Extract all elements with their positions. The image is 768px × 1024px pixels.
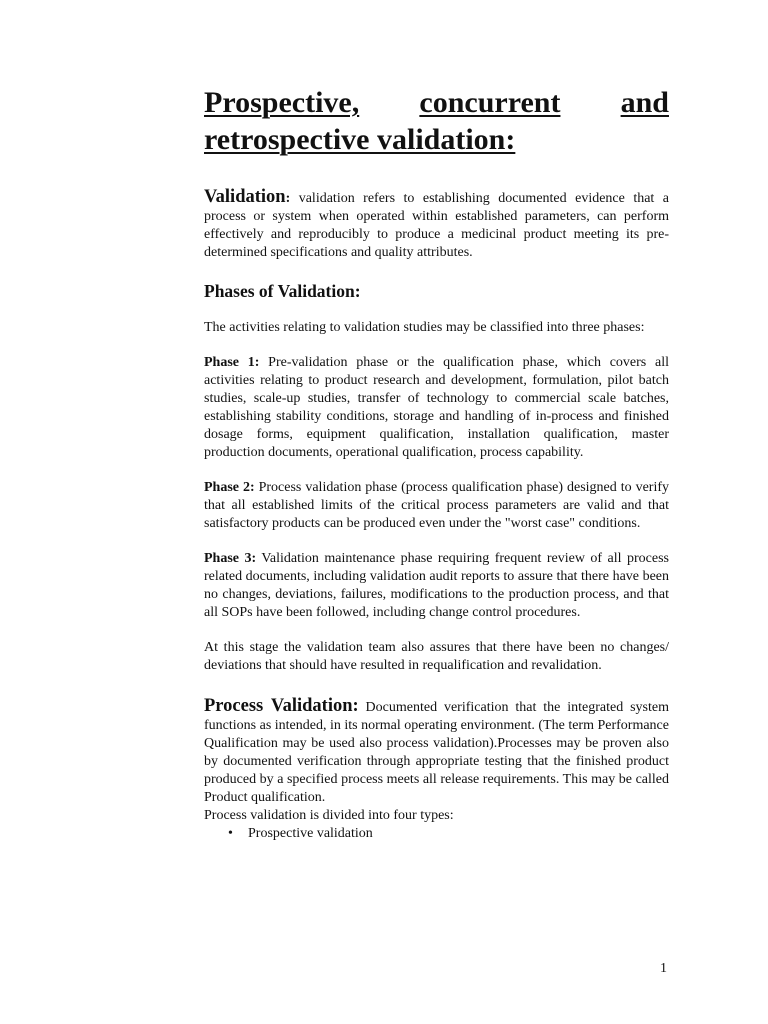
validation-definition: [204, 188, 669, 262]
phase-1-text: Pre-validation phase or the qualification phase, which covers all activities relating to product research and development, formulation, pilot batch studies, scale-up studies, transfer of technology to commercial scale batches, establishing stability conditions, storage and handling of in-process and finished dosage forms, equipment qualification, installation qualification, master production documents, operational qualification, process capability.: [204, 355, 669, 460]
phases-closing: At this stage the validation team also assures that there have been no changes/ deviations that should have resulted in requalification and revalidation.: [204, 640, 669, 673]
phase-3-paragraph: [204, 550, 669, 622]
page-title: [204, 84, 669, 158]
validation-colon: :: [285, 191, 299, 206]
process-types-intro: Process validation is divided into four types:: [204, 808, 454, 823]
validation-lead: Validation: [204, 187, 286, 207]
process-types-list: [204, 825, 669, 843]
process-validation-paragraph: [204, 697, 669, 807]
process-validation-lead: Process Validation:: [204, 696, 359, 716]
phase-2-paragraph: [204, 479, 669, 533]
phase-1-label: Phase 1:: [204, 355, 260, 370]
title-line-2: retrospective validation:: [204, 123, 516, 156]
page-number: 1: [660, 961, 667, 976]
title-word: concurrent: [419, 86, 561, 119]
title-line-1: [204, 84, 669, 121]
phases-heading: Phases of Validation:: [204, 281, 361, 301]
phase-3-label: Phase 3:: [204, 551, 257, 566]
list-item-text: Prospective validation: [248, 826, 373, 841]
phase-1-paragraph: [204, 354, 669, 462]
title-word: and: [620, 86, 669, 119]
list-item: [204, 825, 669, 843]
phases-intro: The activities relating to validation studies may be classified into three phases:: [204, 320, 645, 335]
process-validation-text: Documented verification that the integrated system functions as intended, in its normal operating environment. (The term Performance Qualification may be used also process validation).Processes may be proven also by documented verification through appropriate testing that the finished product produced by a specified process meets all release requirements. This may be called Product qualification.: [204, 700, 669, 805]
phase-2-text: Process validation phase (process qualification phase) designed to verify that all established limits of the critical process parameters are valid and that satisfactory products can be produced even under the "worst case" conditions.: [204, 480, 670, 531]
phase-3-text: Validation maintenance phase requiring frequent review of all process related documents, including validation audit reports to assure that there have been no changes, deviations, failures, modifications to the production process, and that all SOPs have been followed, including change control procedures.: [204, 551, 669, 620]
bullet-icon: •: [228, 826, 233, 841]
validation-text: validation refers to establishing documented evidence that a process or system when operated within established parameters, can perform effectively and reproducibly to produce a medicinal product meeting its pre-determined specifications and quality attributes.: [204, 191, 669, 260]
document-page: [204, 84, 669, 843]
phase-2-label: Phase 2:: [204, 480, 255, 495]
title-word: Prospective,: [204, 86, 360, 119]
